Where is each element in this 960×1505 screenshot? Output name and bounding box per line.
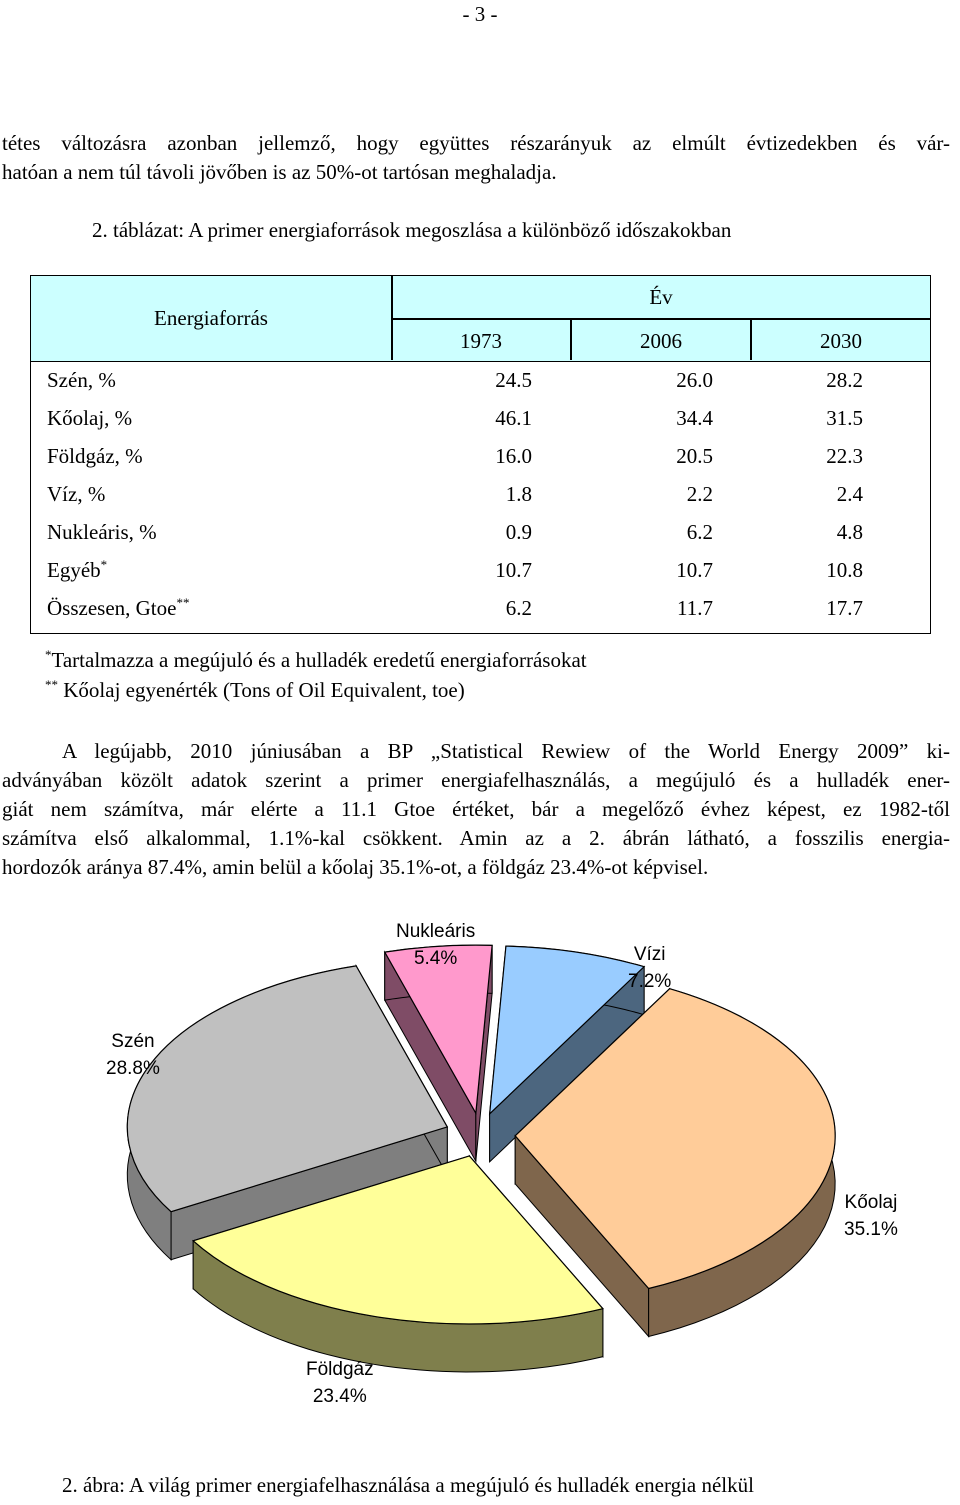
intro-line: hatóan a nem túl távoli jövőben is az 50%-ot tartósan meghaladja. [2,160,557,184]
cell-2006: 6.2 [686,520,713,544]
cell-2030: 17.7 [826,596,863,620]
cell-1973: 1.8 [505,482,532,506]
label-koolaj: Kőolaj 35.1% [844,1192,898,1240]
cell-2030: 2.4 [836,482,863,506]
row-label: Összesen, Gtoe** [47,595,190,620]
table-row [31,514,930,552]
cell-1973: 10.7 [495,558,532,582]
cell-1973: 0.9 [505,520,532,544]
body-line: giát nem számítva, már elérte a 11.1 Gtoe értéket, bár a megelőző évhez képest, ez 1982-től [2,797,950,821]
row-label: Nukleáris, % [47,520,157,544]
cell-2006: 11.7 [677,596,713,620]
header-source: Energiaforrás [154,306,268,330]
cell-2030: 10.8 [826,558,863,582]
table-row [31,476,930,514]
row-label: Egyéb* [47,557,108,582]
body-paragraph [2,737,950,882]
cell-2030: 31.5 [826,406,863,430]
header-year-2030: 2030 [820,329,862,353]
row-label: Víz, % [47,482,106,506]
table-body [30,362,931,634]
intro-paragraph [2,129,950,187]
cell-2006: 2.2 [686,482,713,506]
page-number: - 3 - [462,2,498,26]
cell-1973: 24.5 [495,368,532,392]
cell-2006: 26.0 [676,368,713,392]
cell-1973: 46.1 [495,406,532,430]
table-row [31,438,930,476]
footnote: ** Kőolaj egyenérték (Tons of Oil Equivalent, toe) [45,677,465,702]
cell-2006: 20.5 [676,444,713,468]
cell-1973: 16.0 [495,444,532,468]
cell-1973: 6.2 [505,596,532,620]
row-label: Szén, % [47,368,116,392]
label-vizi: Vízi 7.2% [628,944,672,992]
table-row [31,362,930,400]
table-row [31,590,930,628]
cell-2006: 34.4 [676,406,713,430]
header-year-1973: 1973 [460,329,502,353]
body-line: hordozók aránya 87.4%, amin belül a kőolaj 35.1%-ot, a földgáz 23.4%-ot képvisel. [2,855,709,879]
intro-line: tétes változásra azonban jellemző, hogy együttes részarányuk az elmúlt évtizedekben és vár- [2,131,950,155]
table-row [31,400,930,438]
header-year: Év [649,285,673,309]
cell-2030: 22.3 [826,444,863,468]
label-foldgaz: Földgáz 23.4% [306,1359,374,1407]
footnote: *Tartalmazza a megújuló és a hulladék eredetű energiaforrásokat [45,647,587,672]
figure-caption: 2. ábra: A világ primer energiafelhasználása a megújuló és hulladék energia nélkül [62,1473,754,1497]
table-header [30,275,931,362]
header-year-2006: 2006 [640,329,682,353]
body-line: A legújabb, 2010 júniusában a BP „Statistical Rewiew of the World Energy 2009” ki- [62,739,950,763]
cell-2006: 10.7 [676,558,713,582]
pie-chart [0,900,960,1460]
label-nuklearis: Nukleáris 5.4% [396,921,476,969]
body-line: adványában közölt adatok szerint a primer energiafelhasználás, a megújuló és a hulladék ener- [2,768,950,792]
cell-2030: 4.8 [836,520,863,544]
table-caption: 2. táblázat: A primer energiaforrások megoszlása a különböző időszakokban [92,218,732,242]
body-line: számítva első alkalommal, 1.1%-kal csökkent. Amin az a 2. ábrán látható, a fosszilis energia- [2,826,950,850]
row-label: Földgáz, % [47,444,143,468]
cell-2030: 28.2 [826,368,863,392]
label-szen: Szén 28.8% [106,1031,160,1079]
table-row [31,552,930,590]
row-label: Kőolaj, % [47,406,133,430]
